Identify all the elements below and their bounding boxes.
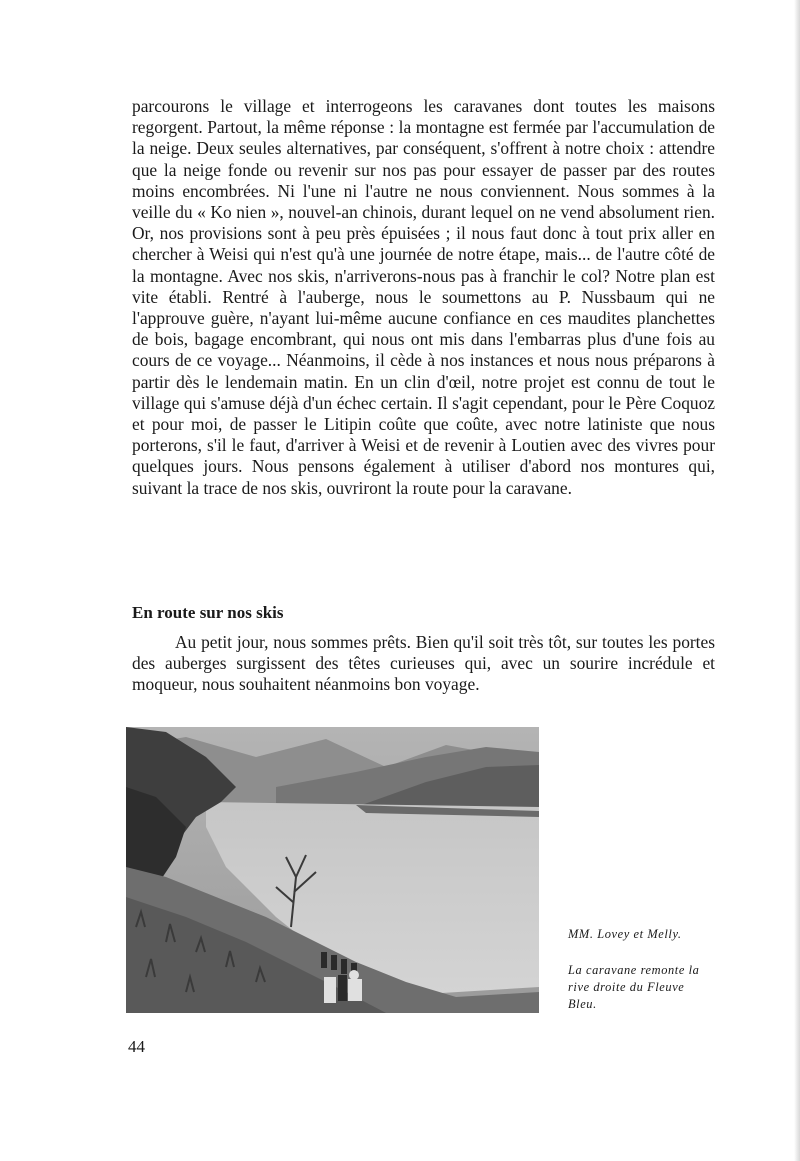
paragraph-2: Au petit jour, nous sommes prêts. Bien qu'il soit très tôt, sur toutes les portes des auberges surgissent des têtes curieuses qui, avec un sourire incrédule et moqueur, nous souhaitent néanmoins bon voyage. xyxy=(132,632,715,695)
page-number: 44 xyxy=(128,1037,145,1056)
photo-illustration xyxy=(126,727,539,1013)
page-edge-shadow xyxy=(794,0,800,1161)
paragraph-1: parcourons le village et interrogeons les caravanes dont toutes les maisons regorgent. Partout, la même réponse : la montagne est fermée par l'accumulation de la neige. Deux seules alternatives, par conséquent, s'offrent à notre choix : attendre que la neige fonde ou revenir sur nos pas pour essayer de passer par des routes moins encombrées. Ni l'une ni l'autre ne nous conviennent. Nous sommes à la veille du « Ko nien », nouvel-an chinois, durant lequel on ne vend absolument rien. Or, nos provisions sont à peu près épuisées ; il nous faut donc à tout prix aller en chercher à Weisi qui n'est qu'à une journée de notre étape, mais... de l'autre côté de la montagne. Avec nos skis, n'arriverons-nous pas à franchir le col? Notre plan est vite établi. Rentré à l'auberge, nous le soumettons au P. Nussbaum qui ne l'approuve guère, n'ayant lui-même aucune confiance en ces maudites planchettes de bois, bagage encombrant, qui nous ont mis dans l'embarras plus d'une fois au cours de ce voyage... Néanmoins, il cède à nos instances et nous nous préparons à partir dès le lendemain matin. En un clin d'œil, notre projet est connu de tout le village qui s'amuse déjà d'un échec certain. Il s'agit cependant, pour le Père Coquoz et pour moi, de passer le Litipin coûte que coûte, avec notre latiniste que nous porterons, s'il le faut, d'arriver à Weisi et de revenir à Loutien avec des vivres pour quelques jours. Nous pensons également à utiliser d'abord nos montures qui, suivant la trace de nos skis, ouvriront la route pour la caravane. xyxy=(132,96,715,498)
section-heading: En route sur nos skis xyxy=(132,603,284,622)
river-photograph xyxy=(126,727,539,1013)
photo-caption-names: MM. Lovey et Melly. xyxy=(568,927,682,941)
photo-caption-description: La caravane remonte la rive droite du Fleuve Bleu. xyxy=(568,963,700,1011)
body-text xyxy=(132,96,715,499)
